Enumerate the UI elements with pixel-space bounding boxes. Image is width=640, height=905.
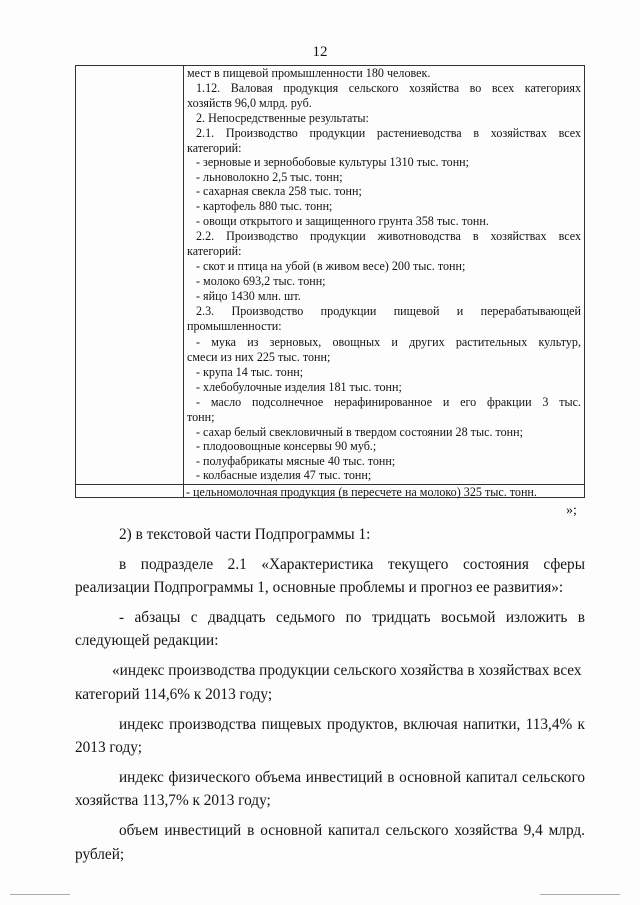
table-line: промышленности: bbox=[187, 319, 282, 333]
table-line: - хлебобулочные изделия 181 тыс. тонн; bbox=[196, 380, 402, 394]
table-line: - молоко 693,2 тыс. тонн; bbox=[196, 274, 326, 288]
table-line: - цельномолочная продукция (в пересчете на молоко) 325 тыс. тонн. bbox=[186, 485, 537, 499]
table-line: - скот и птица на убой (в живом весе) 200 тыс. тонн; bbox=[196, 259, 466, 273]
table-line: смеси из них 225 тыс. тонн; bbox=[187, 350, 331, 364]
closing-quote: »; bbox=[566, 503, 577, 518]
table-left-column bbox=[76, 66, 184, 497]
table-line: - картофель 880 тыс. тонн; bbox=[196, 199, 333, 213]
body-line: - абзацы с двадцать седьмого по тридцать восьмой изложить в bbox=[119, 609, 585, 626]
table-line: - сахарная свекла 258 тыс. тонн; bbox=[196, 184, 362, 198]
table-line: - крупа 14 тыс. тонн; bbox=[196, 365, 304, 379]
table-line: - зерновые и зернобобовые культуры 1310 тыс. тонн; bbox=[196, 155, 470, 169]
body-line: хозяйства 113,7% к 2013 году; bbox=[75, 792, 271, 809]
body-line: 2) в текстовой части Подпрограммы 1: bbox=[119, 526, 371, 543]
body-line: рублей; bbox=[75, 846, 125, 863]
table-line: категорий: bbox=[187, 244, 242, 258]
table-line: - масло подсолнечное нерафинированное и его фракции 3 тыс. bbox=[196, 395, 581, 409]
page-number: 12 bbox=[312, 44, 328, 60]
body-line: категорий 114,6% к 2013 году; bbox=[75, 686, 273, 703]
table-line: тонн; bbox=[187, 410, 215, 424]
table-line: мест в пищевой промышленности 180 человек. bbox=[187, 66, 431, 80]
table-line: 1.12. Валовая продукция сельского хозяйства во всех категориях bbox=[196, 81, 581, 95]
body-line: индекс производства пищевых продуктов, включая напитки, 113,4% к bbox=[119, 716, 585, 733]
body-line: 2013 году; bbox=[75, 739, 142, 756]
table-line: - плодоовощные консервы 90 муб.; bbox=[196, 439, 377, 453]
scan-edge-mark bbox=[10, 894, 70, 895]
body-line: «индекс производства продукции сельского хозяйства в хозяйствах всех bbox=[112, 662, 582, 679]
table-line: - полуфабрикаты мясные 40 тыс. тонн; bbox=[196, 454, 396, 468]
table-line: 2.1. Производство продукции растениеводства в хозяйствах всех bbox=[196, 126, 581, 140]
table-line: - льноволокно 2,5 тыс. тонн; bbox=[196, 170, 343, 184]
table-line: - овощи открытого и защищенного грунта 358 тыс. тонн. bbox=[196, 214, 489, 228]
table-line: 2.2. Производство продукции животноводства в хозяйствах всех bbox=[196, 229, 581, 243]
table-line: категорий: bbox=[187, 141, 242, 155]
table-line: 2. Непосредственные результаты: bbox=[196, 111, 369, 125]
body-line: индекс физического объема инвестиций в основной капитал сельского bbox=[119, 769, 585, 786]
table-line: - мука из зерновых, овощных и других растительных культур, bbox=[196, 335, 581, 349]
table-line: 2.3. Производство продукции пищевой и перерабатывающей bbox=[196, 304, 581, 318]
table-line: хозяйств 96,0 млрд. руб. bbox=[187, 96, 312, 110]
table-line: - сахар белый свекловичный в твердом состоянии 28 тыс. тонн; bbox=[196, 425, 523, 439]
table-line: - колбасные изделия 47 тыс. тонн; bbox=[196, 468, 372, 482]
scan-edge-mark bbox=[540, 894, 620, 895]
table-line: - яйцо 1430 млн. шт. bbox=[196, 289, 301, 303]
results-table bbox=[75, 65, 585, 498]
body-line: реализации Подпрограммы 1, основные проблемы и прогноз ее развития»: bbox=[75, 579, 564, 596]
body-line: объем инвестиций в основной капитал сельского хозяйства 9,4 млрд. bbox=[119, 822, 585, 839]
body-line: в подразделе 2.1 «Характеристика текущего состояния сферы bbox=[119, 556, 585, 573]
body-line: следующей редакции: bbox=[75, 632, 219, 649]
